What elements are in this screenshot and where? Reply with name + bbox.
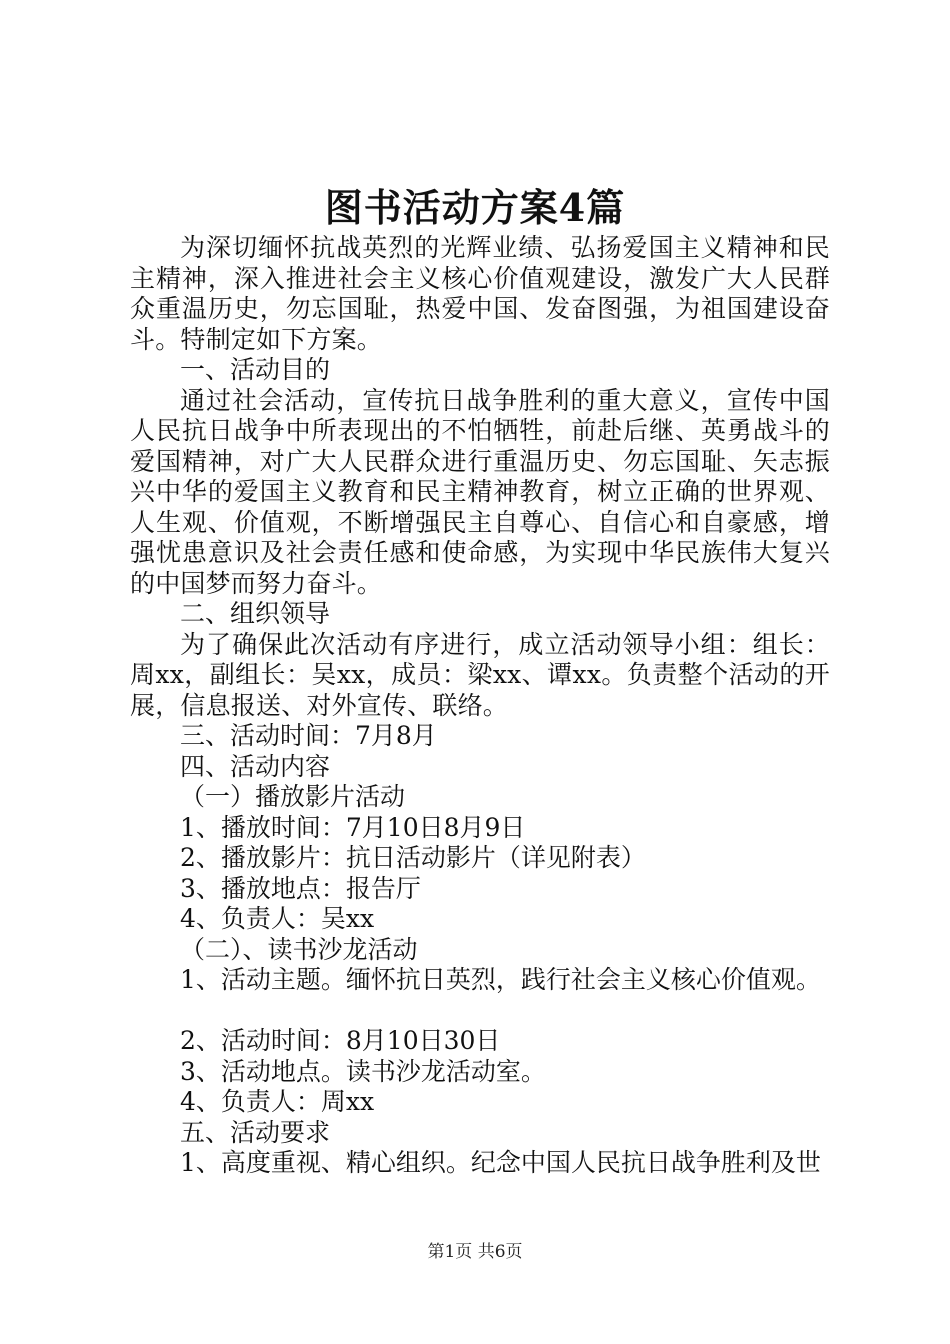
page-footer: 第1页 共6页 [427,1242,523,1262]
body-paragraph: 通过社会活动，宣传抗日战争胜利的重大意义，宣传中国人民抗日战争中所表现出的不怕牺牲，前赴后继、英勇战斗的爱国精神，对广大人民群众进行重温历史、勿忘国耻、矢志振兴中华的爱国主义教育和民主精神教育，树立正确的世界观、人生观、价值观，不断增强民主自尊心、自信心和自豪感，增强忧患意识及社会责任感和使命感，为实现中华民族伟大复兴的中国梦而努力奋斗。 [130,385,830,598]
section-line: 1、活动主题。缅怀抗日英烈，践行社会主义核心价值观。 [180,965,821,994]
section-line: 2、活动时间：8月10日30日 [180,1026,501,1055]
section-line: 1、播放时间：7月10日8月9日 [180,812,526,842]
section-line: 4、负责人：吴xx [180,904,375,933]
section-line: （二）、读书沙龙活动 [180,934,418,964]
section-line: 三、活动时间：7月8月 [180,721,437,750]
section-line: 1、高度重视、精心组织。纪念中国人民抗日战争胜利及世 [180,1148,821,1177]
document-title: 图书活动方案4篇 [324,185,626,230]
section-line: （一）播放影片活动 [180,782,406,811]
section-line: 一、活动目的 [180,355,331,384]
section-line: 五、活动要求 [180,1117,331,1147]
section-line: 4、负责人：周xx [180,1087,375,1116]
body-paragraph: 为了确保此次活动有序进行，成立活动领导小组：组长：周xx，副组长：吴xx，成员：梁xx、谭xx。负责整个活动的开展，信息报送、对外宣传、联络。 [130,629,830,720]
section-line: 四、活动内容 [180,751,331,781]
section-line: 3、活动地点。读书沙龙活动室。 [180,1056,546,1086]
document-body [130,233,830,1179]
blank-line [130,996,830,1027]
section-line: 3、播放地点：报告厅 [180,873,421,903]
section-line: 二、组织领导 [180,599,331,628]
section-line: 2、播放影片：抗日活动影片（详见附表） [180,843,646,872]
body-paragraph: 为深切缅怀抗战英烈的光辉业绩、弘扬爱国主义精神和民主精神，深入推进社会主义核心价值观建设，激发广大人民群众重温历史，勿忘国耻，热爱中国、发奋图强，为祖国建设奋斗。特制定如下方案。 [130,233,830,354]
